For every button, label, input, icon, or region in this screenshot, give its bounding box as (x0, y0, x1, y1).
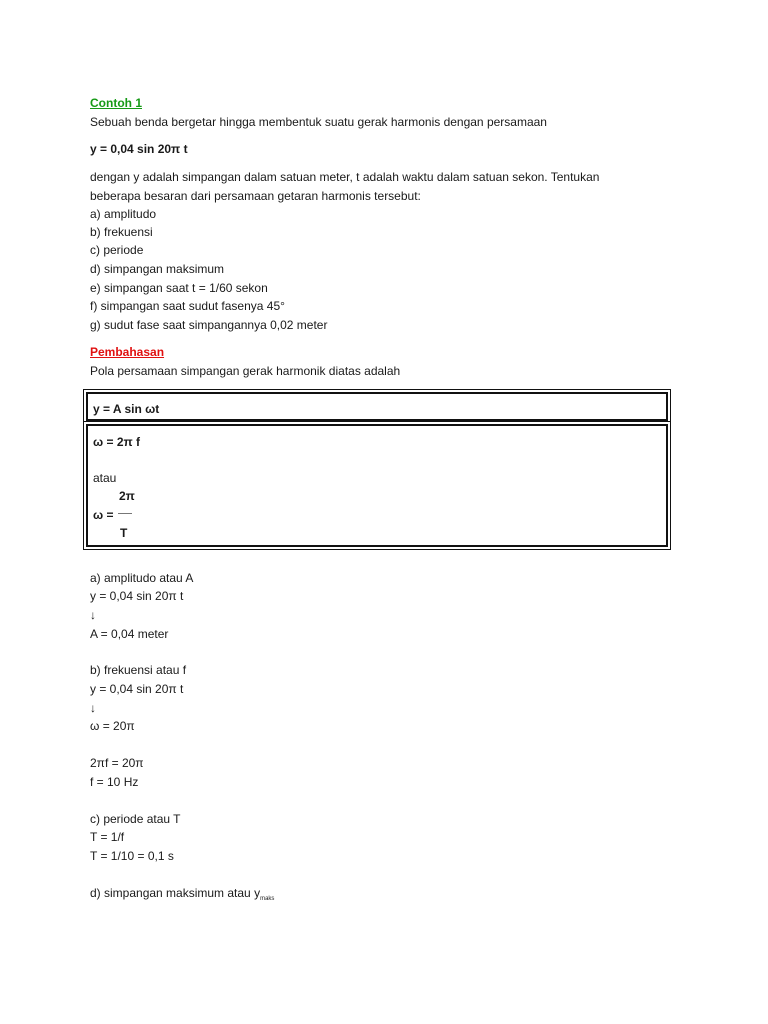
example-equation: y = 0,04 sin 20π t (90, 142, 188, 156)
question-item: c) periode (90, 243, 144, 257)
example-description-line1: dengan y adalah simpangan dalam satuan meter, t adalah waktu dalam satuan sekon. Tentukan (90, 170, 600, 184)
part-b-equation: y = 0,04 sin 20π t (90, 682, 184, 696)
formula-omega-frequency: ω = 2π f (93, 435, 141, 449)
question-item: d) simpangan maksimum (90, 262, 225, 276)
part-a-title: a) amplitudo atau A (90, 571, 194, 585)
part-c-title: c) periode atau T (90, 812, 181, 826)
down-arrow-icon: ↓ (90, 701, 96, 715)
example-intro: Sebuah benda bergetar hingga membentuk suatu gerak harmonis dengan persamaan (90, 115, 547, 129)
down-arrow-icon: ↓ (90, 608, 96, 622)
formula-box-main (83, 389, 671, 424)
formula-box-omega (83, 421, 671, 550)
part-b-omega: ω = 20π (90, 719, 135, 733)
part-b-result: f = 10 Hz (90, 775, 139, 789)
example-description-line2: beberapa besaran dari persamaan getaran harmonis tersebut: (90, 189, 421, 203)
part-d-title (90, 886, 274, 903)
formula-or-label: atau (93, 471, 117, 485)
question-item: f) simpangan saat sudut fasenya 45° (90, 299, 285, 313)
question-item: b) frekuensi (90, 225, 153, 239)
part-d-subscript: maks (260, 896, 275, 902)
question-item: a) amplitudo (90, 207, 157, 221)
example-title: Contoh 1 (90, 96, 142, 110)
part-a-equation: y = 0,04 sin 20π t (90, 589, 184, 603)
fraction-bar (118, 513, 132, 514)
part-c-result: T = 1/10 = 0,1 s (90, 849, 174, 863)
part-b-title: b) frekuensi atau f (90, 663, 187, 677)
solution-intro: Pola persamaan simpangan gerak harmonik diatas adalah (90, 364, 401, 378)
question-item: e) simpangan saat t = 1/60 sekon (90, 281, 268, 295)
formula-omega-prefix: ω = (93, 508, 114, 522)
formula-denominator: T (120, 526, 128, 540)
part-d-title-text: d) simpangan maksimum atau y (90, 886, 261, 900)
part-b-step: 2πf = 20π (90, 756, 144, 770)
part-c-formula: T = 1/f (90, 830, 125, 844)
part-a-result: A = 0,04 meter (90, 627, 169, 641)
question-item: g) sudut fase saat simpangannya 0,02 meter (90, 318, 328, 332)
formula-numerator: 2π (119, 489, 135, 503)
formula-main: y = A sin ωt (93, 402, 160, 416)
solution-title: Pembahasan (90, 345, 165, 359)
